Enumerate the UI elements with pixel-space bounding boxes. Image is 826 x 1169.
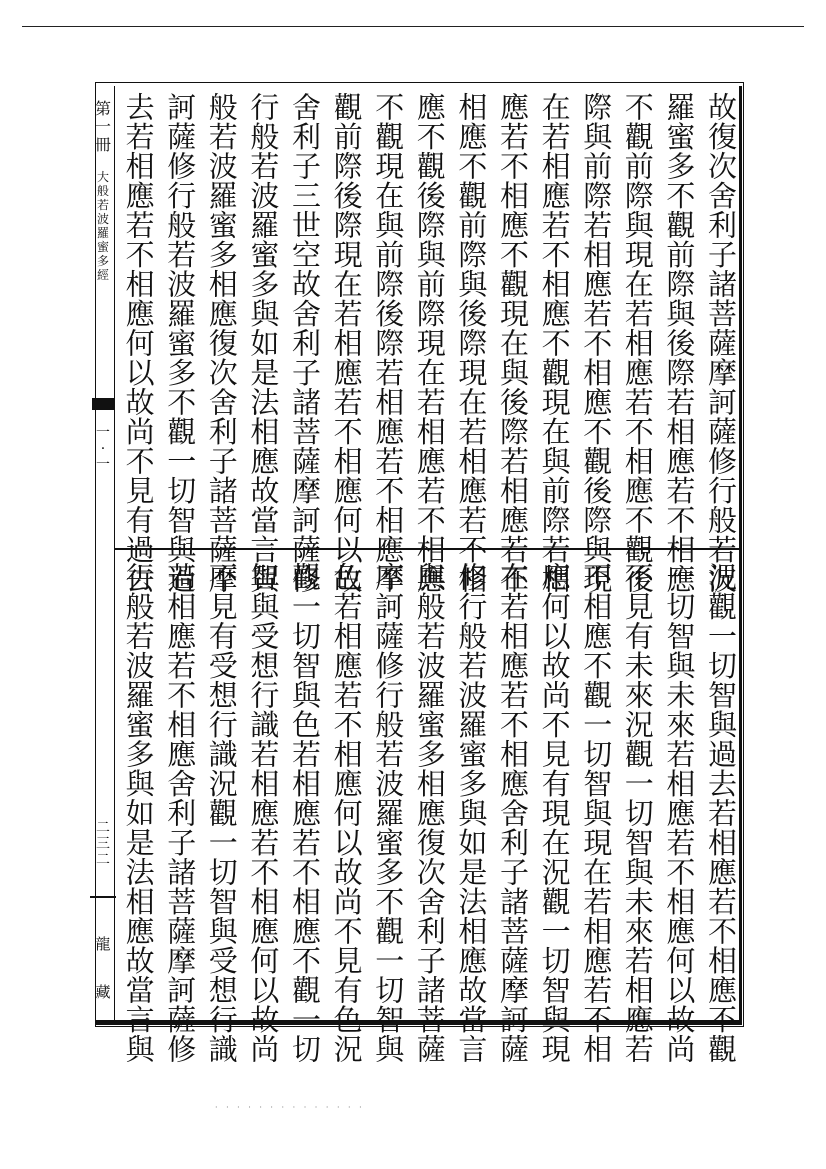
margin-glyph: 三 (96, 836, 110, 852)
text-column: 應不觀後際與前際現在若相應若不相應 (412, 92, 447, 594)
folio-number (92, 820, 114, 868)
margin-glyph: 多 (96, 254, 109, 268)
margin-glyph: 波 (96, 212, 109, 226)
margin-glyph: 若 (96, 198, 109, 212)
text-column: 若相應若不相應舍利子諸菩薩摩訶薩修 (163, 562, 198, 1064)
text-column: 不觀前際與現在若相應若不相應不觀後 (620, 92, 655, 594)
text-column: 應何以故尚不見有現在況觀一切智與現 (537, 562, 572, 1064)
text-column: 修行般若波羅蜜多與如是法相應故當言 (454, 562, 489, 1064)
text-column: 觀一切智與色若相應若不相應不觀一切 (288, 562, 322, 1064)
text-column: 一切智與未來若相應若不相應何以故尚 (662, 562, 697, 1064)
top-rule (22, 26, 804, 27)
text-column: 在若相應若不相應不觀現在與前際若相 (537, 92, 572, 594)
text-column: 摩訶薩修行般若波羅蜜多不觀一切智與 (371, 562, 406, 1064)
margin-glyph: 二 (96, 852, 110, 868)
margin-glyph: · (100, 441, 106, 457)
margin-glyph: 一 (96, 457, 110, 473)
text-column: 舍利子三世空故舍利子諸菩薩摩訶薩修 (288, 92, 322, 594)
margin-glyph: 般 (96, 184, 109, 198)
text-column: 智與受想行識若相應若不相應何以故尚 (246, 562, 281, 1064)
fishtail-mark (92, 398, 114, 410)
text-column: 際與前際若相應若不相應不觀後際與現 (579, 92, 614, 594)
text-column: 般若波羅蜜多相應復次舍利子諸菩薩摩 (204, 92, 239, 594)
text-column: 在若相應若不相應舍利子諸菩薩摩訶薩 (496, 562, 530, 1064)
text-column: 色若相應若不相應何以故尚不見有色況 (329, 562, 364, 1064)
margin-glyph: 蜜 (96, 240, 109, 254)
collection-label (92, 920, 114, 1016)
text-column: 觀前際後際現在若相應若不相應何以故 (329, 92, 364, 594)
text-column: 相應不觀前際與後際現在若相應若不相 (454, 92, 489, 594)
margin-glyph: 大 (96, 170, 109, 184)
margin-glyph: 一 (96, 425, 110, 441)
page-number (92, 425, 114, 473)
text-column: 故復次舍利子諸菩薩摩訶薩修行般若波 (704, 92, 738, 594)
text-column: 去若相應若不相應何以故尚不見有過去 (121, 92, 156, 594)
margin-glyph: 一 (94, 117, 111, 136)
margin-rule (90, 896, 116, 898)
margin-glyph: 藏 (95, 983, 111, 1001)
margin-glyph: 第 (94, 99, 111, 118)
text-column: 行般若波羅蜜多與如是法相應故當言與 (246, 92, 281, 594)
text-column: 訶薩修行般若波羅蜜多不觀一切智與過 (163, 92, 198, 594)
margin-glyph: 冊 (94, 135, 111, 154)
text-column: 不相應不觀一切智與現在若相應若不相 (579, 562, 614, 1064)
text-column: 與般若波羅蜜多相應復次舍利子諸菩薩 (412, 562, 447, 1064)
sutra-title (92, 170, 114, 282)
scan-noise: · · · · · · · · · · · · · · (215, 1103, 365, 1112)
text-column: 不見有未來況觀一切智與未來若相應若 (620, 562, 655, 1064)
text-column: 不觀現在與前際後際若相應若不相應不 (371, 92, 406, 594)
text-column: 況觀一切智與過去若相應若不相應不觀 (704, 562, 738, 1064)
text-column: 應若不相應不觀現在與後際若相應若不 (496, 92, 530, 594)
margin-glyph: 羅 (96, 226, 109, 240)
text-column: 不見有受想行識況觀一切智與受想行識 (204, 562, 239, 1064)
margin-glyph: 二 (96, 820, 110, 836)
text-column: 羅蜜多不觀前際與後際若相應若不相應 (662, 92, 697, 594)
text-column: 行般若波羅蜜多與如是法相應故當言與 (121, 562, 156, 1064)
volume-label (92, 100, 114, 154)
margin-glyph: 經 (96, 268, 109, 282)
margin-glyph: 龍 (95, 935, 111, 953)
